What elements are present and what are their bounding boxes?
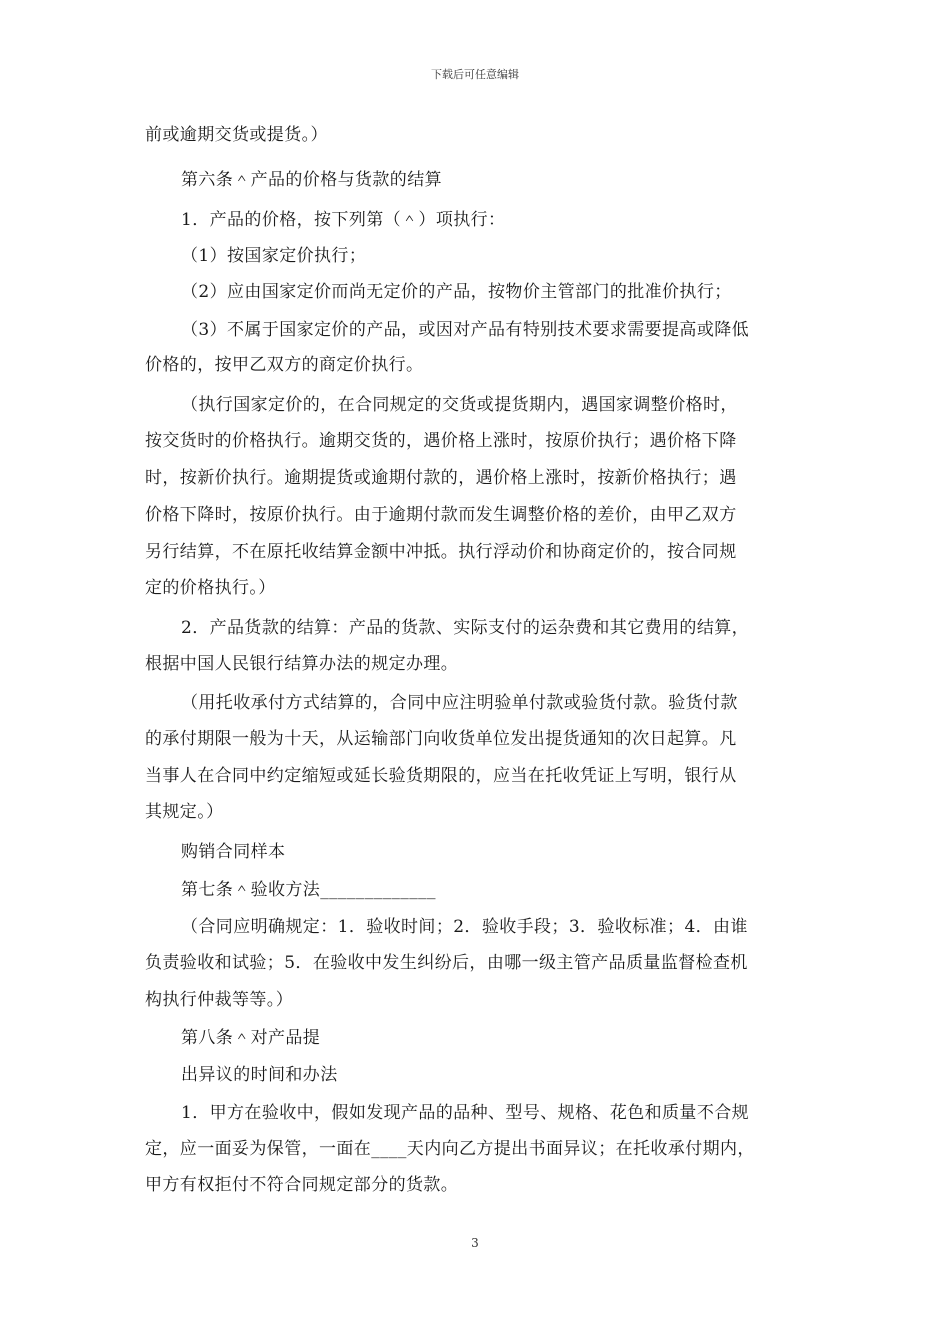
text-line: 另行结算，不在原托收结算金额中冲抵。执行浮动价和协商定价的，按合同规 [145,542,737,562]
text-line: 甲方有权拒付不符合同规定部分的货款。 [145,1175,459,1195]
text-line: 根据中国人民银行结算办法的规定办理。 [145,654,459,674]
text-line: 当事人在合同中约定缩短或延长验货期限的，应当在托收凭证上写明，银行从 [145,766,737,786]
text-line: 1．产品的价格，按下列第（＾）项执行： [181,210,506,230]
text-line: （2）应由国家定价而尚无定价的产品，按物价主管部门的批准价执行； [181,282,732,302]
text-line: 定的价格执行。） [145,578,276,598]
text-line: （用托收承付方式结算的，合同中应注明验单付款或验货付款。验货付款 [181,693,738,713]
text-line: 其规定。） [145,802,224,822]
article-heading: 第七条＾验收方法_____________ [181,880,436,900]
page-header: 下载后可任意编辑 [431,68,519,81]
text-line: （合同应明确规定：1．验收时间；2．验收手段；3．验收标准；4．由谁 [181,917,748,937]
text-line: 前或逾期交货或提货。） [145,125,328,145]
text-line: （3）不属于国家定价的产品，或因对产品有特别技术要求需要提高或降低 [181,320,750,340]
text-line: （执行国家定价的，在合同规定的交货或提货期内，遇国家调整价格时， [181,395,738,415]
article-heading: 第八条＾对产品提 [181,1028,321,1048]
text-line: 时，按新价执行。逾期提货或逾期付款的，遇价格上涨时，按新价格执行；遇 [145,468,737,488]
text-line: （1）按国家定价执行； [181,246,367,266]
text-line: 2．产品货款的结算：产品的货款、实际支付的运杂费和其它费用的结算， [181,618,750,638]
text-line: 价格的，按甲乙双方的商定价执行。 [145,355,424,375]
section-title: 购销合同样本 [181,842,286,862]
page-number: 3 [471,1236,479,1250]
text-line: 价格下降时，按原价执行。由于逾期付款而发生调整价格的差价，由甲乙双方 [145,505,737,525]
article-heading: 第六条＾产品的价格与货款的结算 [181,170,442,190]
text-line: 出异议的时间和办法 [181,1065,338,1085]
text-line: 的承付期限一般为十天，从运输部门向收货单位发出提货通知的次日起算。凡 [145,729,737,749]
text-line: 1．甲方在验收中，假如发现产品的品种、型号、规格、花色和质量不合规 [181,1103,750,1123]
text-line: 负责验收和试验；5．在验收中发生纠纷后，由哪一级主管产品质量监督检查机 [145,953,748,973]
text-line: 定，应一面妥为保管，一面在____天内向乙方提出书面异议；在托收承付期内， [145,1139,755,1159]
text-line: 按交货时的价格执行。逾期交货的，遇价格上涨时，按原价执行；遇价格下降 [145,431,737,451]
text-line: 构执行仲裁等等。） [145,990,294,1010]
